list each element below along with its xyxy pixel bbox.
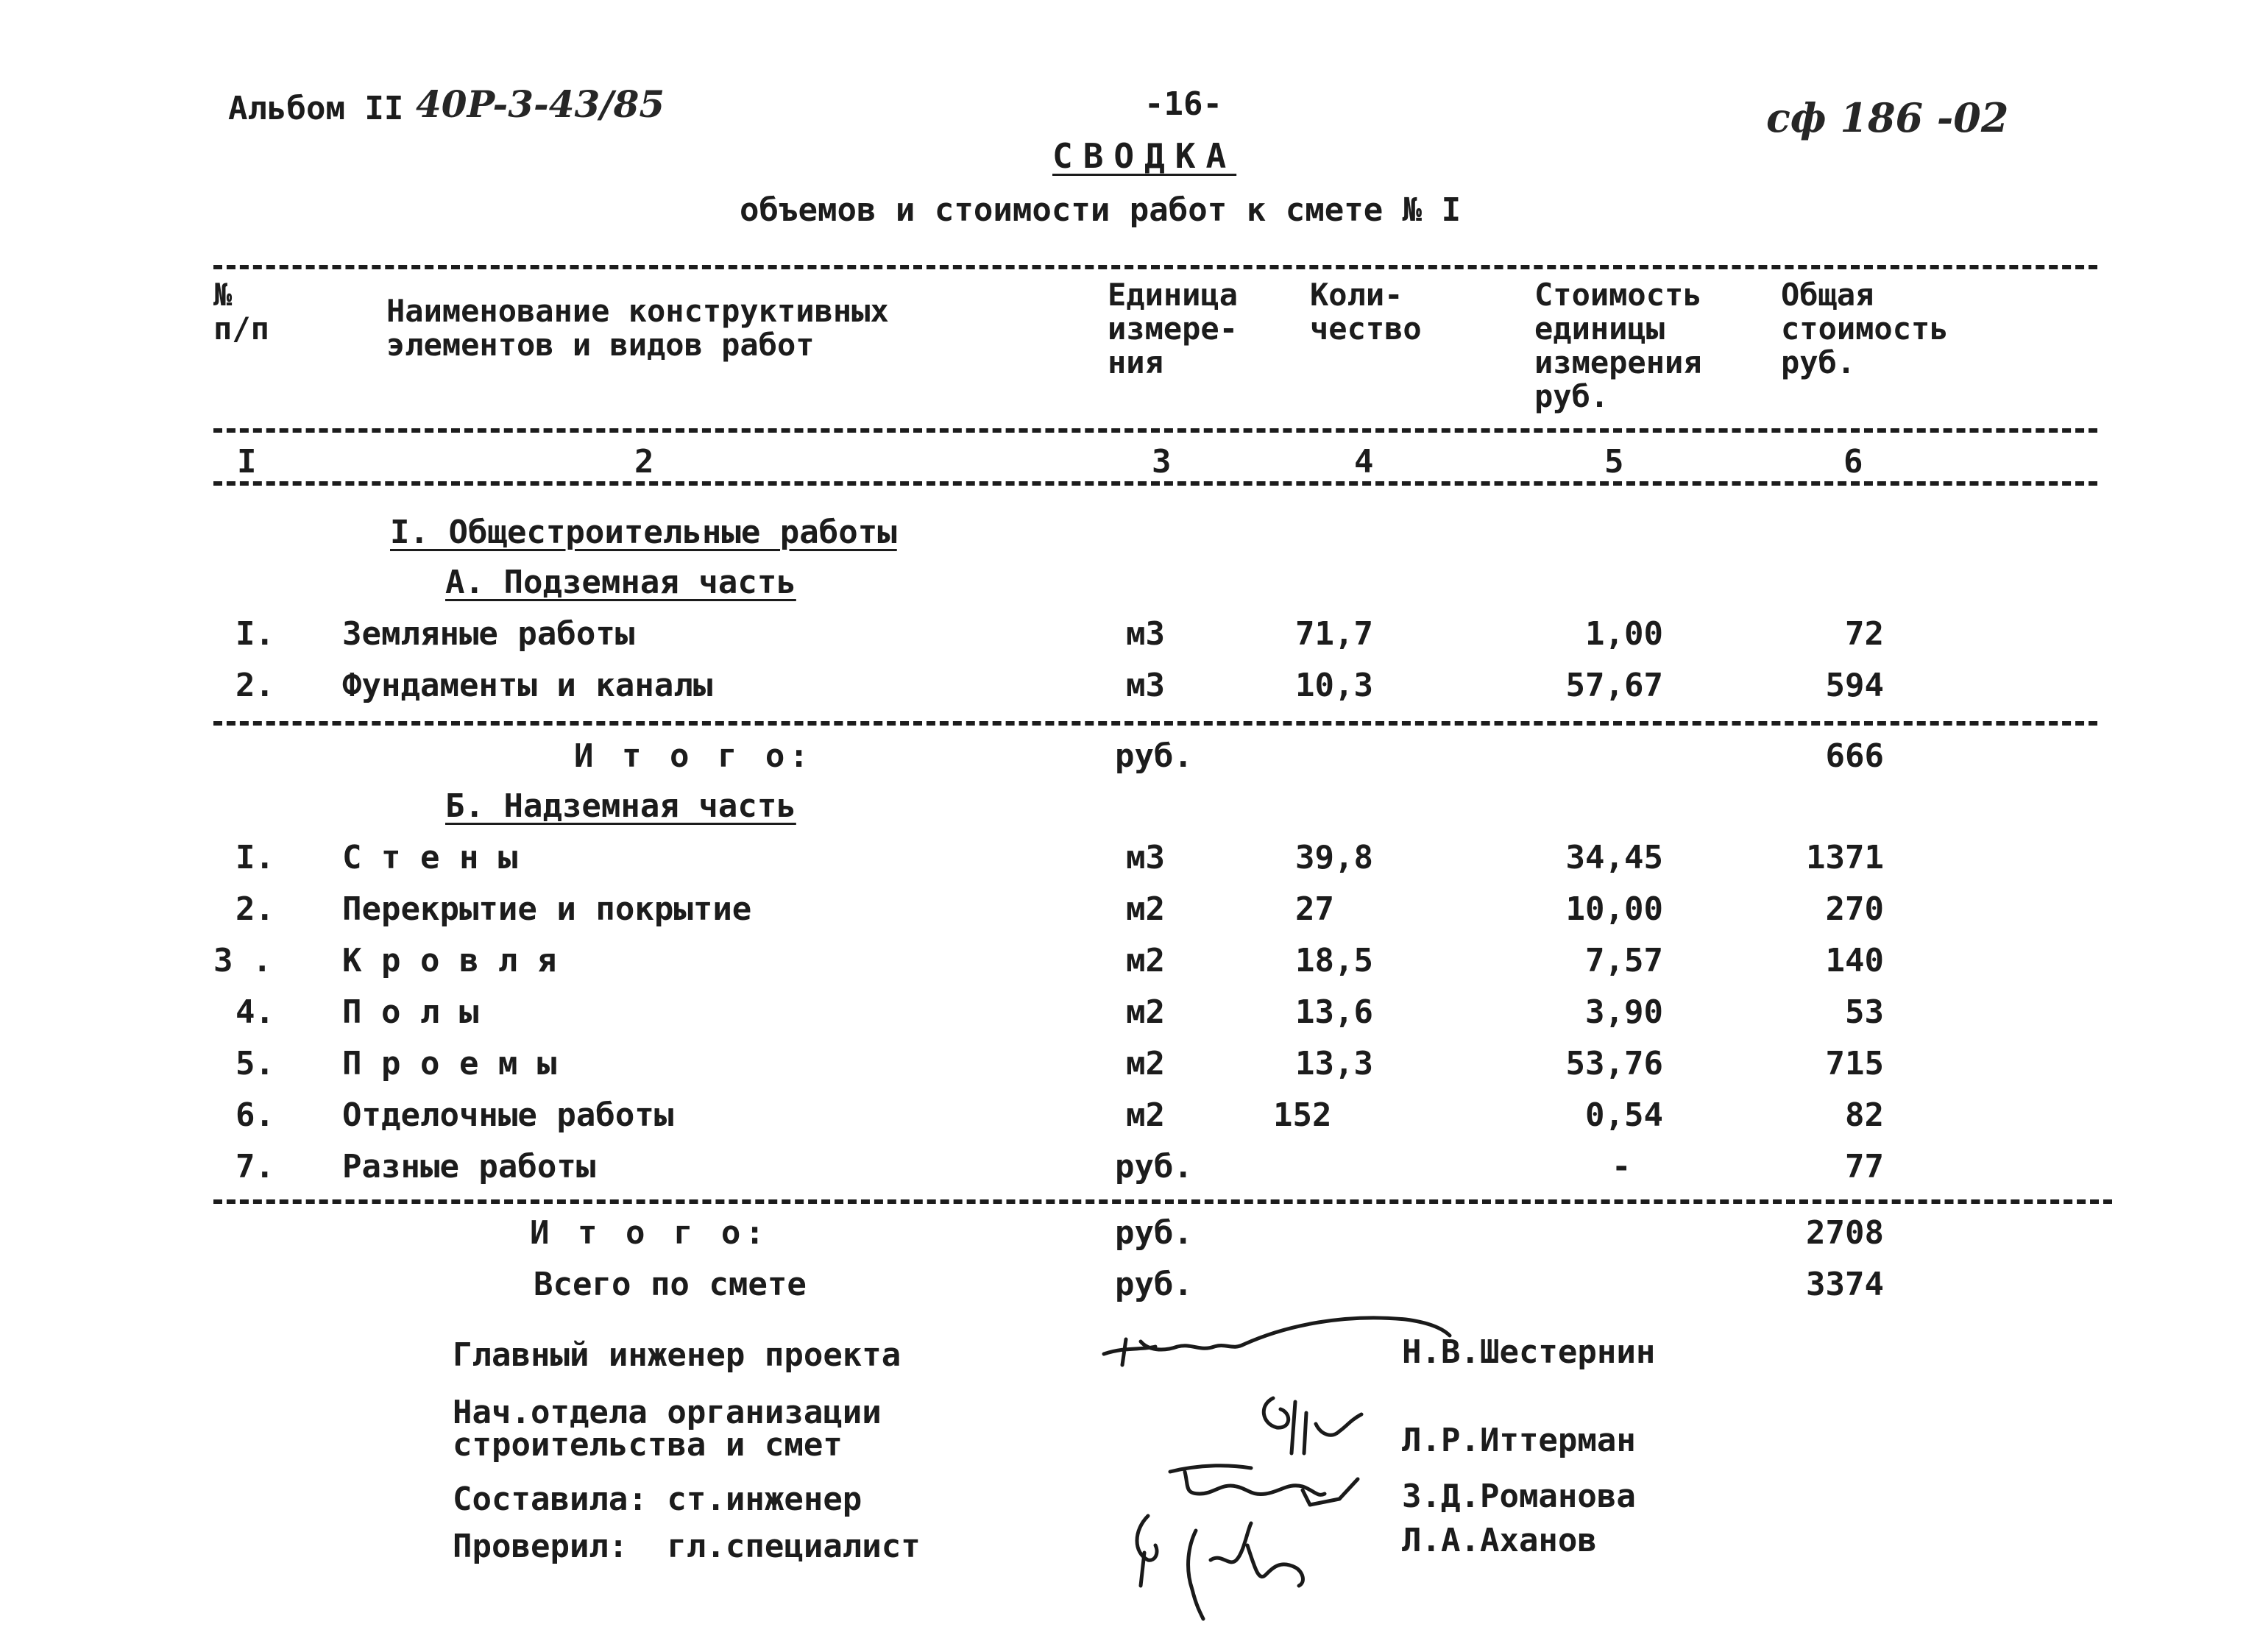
row-number: 2. [235,667,274,704]
header-bottom-rule [213,428,2097,433]
row-qty: 27 [1295,890,1334,928]
col-header-name: Наименование конструктивных элементов и видов работ [386,293,889,363]
row-qty: 39,8 [1295,839,1373,876]
subtotal-b-value: 2708 [1806,1214,1884,1252]
grand-total-label: Всего по смете [534,1266,807,1303]
row-qty: 71,7 [1295,615,1373,653]
row-unit: м3 [1126,667,1165,704]
sheet-code: сф 186 -02 [1766,94,2009,141]
handwritten-signature-1 [1097,1306,1464,1380]
row-total: 77 [1845,1148,1884,1185]
col-numbers-rule [213,481,2097,486]
row-unit-price: 53,76 [1565,1045,1663,1082]
row-unit-price: 34,45 [1565,839,1663,876]
row-unit: м3 [1126,615,1165,653]
subtotal-b-unit: руб. [1115,1214,1193,1252]
row-total: 270 [1825,890,1884,928]
signature-role-checker: Проверил: гл.специалист [453,1528,921,1565]
section-heading-a: А. Подземная часть [445,564,796,601]
row-total: 715 [1825,1045,1884,1082]
row-unit: м2 [1126,1096,1165,1134]
grand-total-value: 3374 [1806,1266,1884,1303]
row-unit-price: 1,00 [1585,615,1663,653]
row-unit-price: - [1612,1148,1632,1185]
row-unit-price: 57,67 [1565,667,1663,704]
signature-name-compiler: З.Д.Романова [1402,1478,1636,1515]
signature-role-chief-engineer: Главный инженер проекта [453,1336,901,1374]
row-total: 82 [1845,1096,1884,1134]
handwritten-signature-4 [1126,1501,1369,1626]
subtotal-a-unit: руб. [1115,737,1193,775]
signature-name-chief-engineer: Н.В.Шестернин [1402,1333,1656,1371]
row-unit-price: 3,90 [1585,993,1663,1031]
row-qty: 13,6 [1295,993,1373,1031]
album-label: Альбом II [228,90,404,127]
section-heading-b: Б. Надземная часть [445,787,796,825]
col-header-total: Общая стоимость руб. [1781,277,1949,380]
row-qty: 10,3 [1295,667,1373,704]
row-qty: 152 [1273,1096,1332,1134]
row-total: 594 [1825,667,1884,704]
row-name: Разные работы [342,1148,596,1185]
row-number: 6. [235,1096,274,1134]
col-header-unit-price: Стоимость единицы измерения руб. [1534,277,1702,414]
col-header-number: № п/п [213,277,269,347]
signature-role-compiler: Составила: ст.инженер [453,1481,862,1518]
album-code: 40P-3-43/85 [416,82,665,126]
row-unit: м2 [1126,993,1165,1031]
row-unit: м3 [1126,839,1165,876]
subtotal-a-rule [213,721,2097,726]
row-number: I. [235,615,274,653]
row-unit: м2 [1126,1045,1165,1082]
col-number-5: 5 [1604,443,1624,481]
row-name: Фундаменты и каналы [342,667,713,704]
row-number: 5. [235,1045,274,1082]
col-header-unit: Единица измере- ния [1108,277,1239,380]
col-number-6: 6 [1843,443,1863,481]
row-name: С т е н ы [342,839,518,876]
row-unit-price: 10,00 [1565,890,1663,928]
row-name: Земляные работы [342,615,635,653]
section-heading-main: I. Общестроительные работы [390,514,897,551]
row-total: 53 [1845,993,1884,1031]
page-number: -16- [1144,85,1222,123]
row-number: 4. [235,993,274,1031]
col-number-4: 4 [1354,443,1374,481]
subtotal-a-value: 666 [1825,737,1884,775]
col-header-qty: Коли- чество [1310,277,1422,347]
col-number-1: I [237,443,257,481]
row-name: К р о в л я [342,942,557,979]
row-name: П р о е м ы [342,1045,557,1082]
signature-role-department-head: Нач.отдела организации строительства и смет [453,1394,882,1464]
row-number: 7. [235,1148,274,1185]
row-number: 3 . [213,942,272,979]
row-name: Отделочные работы [342,1096,674,1134]
row-number: I. [235,839,274,876]
handwritten-signature-2 [1251,1383,1369,1464]
signature-name-department-head: Л.Р.Иттерман [1402,1422,1636,1459]
row-qty: 18,5 [1295,942,1373,979]
row-unit-price: 0,54 [1585,1096,1663,1134]
row-unit: м2 [1126,942,1165,979]
row-total: 140 [1825,942,1884,979]
document-title: СВОДКА [1052,136,1237,176]
row-unit: м2 [1126,890,1165,928]
row-unit-price: 7,57 [1585,942,1663,979]
grand-total-unit: руб. [1115,1266,1193,1303]
row-name: Перекрытие и покрытие [342,890,752,928]
row-unit: руб. [1115,1148,1193,1185]
signature-name-checker: Л.А.Аханов [1402,1522,1597,1559]
table-top-rule [213,265,2097,269]
document-subtitle: объемов и стоимости работ к смете № I [740,191,1462,229]
row-total: 72 [1845,615,1884,653]
row-total: 1371 [1806,839,1884,876]
row-number: 2. [235,890,274,928]
col-number-3: 3 [1152,443,1172,481]
row-name: П о л ы [342,993,479,1031]
row-qty: 13,3 [1295,1045,1373,1082]
col-number-2: 2 [634,443,654,481]
subtotal-b-rule [213,1199,2112,1204]
subtotal-a-label: И т о г о: [574,737,813,775]
subtotal-b-label: И т о г о: [530,1214,769,1252]
